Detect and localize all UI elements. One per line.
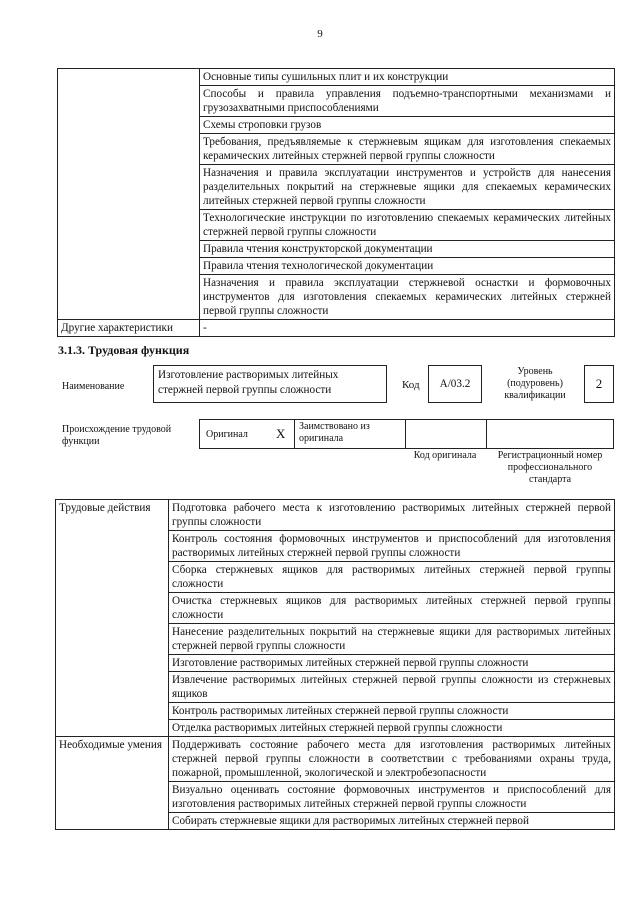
- level-label: Уровень (подуровень) квалификации: [504, 366, 566, 401]
- original-label: Оригинал: [206, 429, 248, 440]
- table-cell: Назначения и правила эксплуатации стержневой оснастки и формовочных инструментов для изготовления спекаемых керамических литейных стержней первой группы сложности: [200, 275, 615, 320]
- original-box: [199, 419, 295, 449]
- table-cell: Собирать стержневые ящики для растворимых литейных стержней первой: [169, 813, 615, 830]
- origin-label: Происхождение трудовой функции: [62, 424, 172, 447]
- table-row: [58, 69, 615, 86]
- name-label: Наименование: [62, 381, 125, 392]
- knowledge-table: [57, 68, 615, 337]
- table-cell: Технологические инструкции по изготовлению спекаемых керамических литейных стержней первой группы сложности: [200, 210, 615, 241]
- table-cell: Подготовка рабочего места к изготовлению растворимых литейных стержней первой группы сложности: [169, 500, 615, 531]
- table-cell: Изготовление растворимых литейных стержней первой группы сложности: [169, 655, 615, 672]
- code-value: А/03.2: [439, 378, 471, 390]
- table-cell: Визуально оценивать состояние формовочных инструментов и приспособлений для изготовления растворимых литейных стержней первой группы сложности: [169, 782, 615, 813]
- table-cell: Извлечение растворимых литейных стержней первой группы сложности из стержневых ящиков: [169, 672, 615, 703]
- section-title: 3.1.3. Трудовая функция: [58, 343, 190, 357]
- function-name-box: [153, 365, 387, 403]
- table-row: [56, 737, 615, 782]
- table-cell: Назначения и правила эксплуатации инструментов и устройств для нанесения разделительных покрытий на стержневые ящики для спекаемых керамических литейных стержней первой группы сложности: [200, 165, 615, 210]
- table-cell: Сборка стержневых ящиков для растворимых литейных стержней первой группы сложности: [169, 562, 615, 593]
- original-code-box: [405, 419, 487, 449]
- actions-label: Трудовые действия: [56, 500, 169, 737]
- table-cell: Основные типы сушильных плит и их конструкции: [200, 69, 615, 86]
- table-cell: Схемы строповки грузов: [200, 117, 615, 134]
- table-cell: Контроль растворимых литейных стержней первой группы сложности: [169, 703, 615, 720]
- skills-label: Необходимые умения: [56, 737, 169, 830]
- table-cell: Отделка растворимых литейных стержней первой группы сложности: [169, 720, 615, 737]
- table-cell: Контроль состояния формовочных инструментов и приспособлений для изготовления растворимых литейных стержней первой группы сложности: [169, 531, 615, 562]
- table-cell: Требования, предъявляемые к стержневым ящикам для изготовления спекаемых керамических литейных стержней первой группы сложности: [200, 134, 615, 165]
- borrowed-box: [294, 419, 406, 449]
- table-cell: Способы и правила управления подъемно-транспортными механизмами и грузозахватными приспособлениями: [200, 86, 615, 117]
- table-cell: Правила чтения конструкторской документации: [200, 241, 615, 258]
- level-box: [584, 365, 614, 403]
- page-number: 9: [317, 28, 323, 40]
- code-box: [428, 365, 482, 403]
- other-characteristics-label: Другие характеристики: [58, 320, 200, 337]
- function-table: [55, 499, 615, 830]
- function-name: Изготовление растворимых литейных стержней первой группы сложности: [158, 369, 339, 396]
- table-cell: Очистка стержневых ящиков для растворимых литейных стержней первой группы сложности: [169, 593, 615, 624]
- code-label: Код: [402, 379, 420, 391]
- reg-number-box: [486, 419, 614, 449]
- table-cell: Нанесение разделительных покрытий на стержневые ящики для растворимых литейных стержней первой группы сложности: [169, 624, 615, 655]
- original-code-caption: Код оригинала: [413, 450, 477, 461]
- level-value: 2: [595, 376, 603, 391]
- table-cell: Правила чтения технологической документации: [200, 258, 615, 275]
- table-row: [58, 320, 615, 337]
- reg-number-caption: Регистрационный номер профессионального стандарта: [497, 450, 603, 485]
- table-cell: Поддерживать состояние рабочего места для изготовления растворимых литейных стержней первой группы сложности в соответствии с требованиями охраны труда, пожарной, промышленной, экологической и электробезопасности: [169, 737, 615, 782]
- original-mark: X: [276, 426, 286, 441]
- other-characteristics-value: -: [200, 320, 615, 337]
- borrowed-label: Заимствовано из оригинала: [299, 421, 370, 444]
- table-row: [56, 500, 615, 531]
